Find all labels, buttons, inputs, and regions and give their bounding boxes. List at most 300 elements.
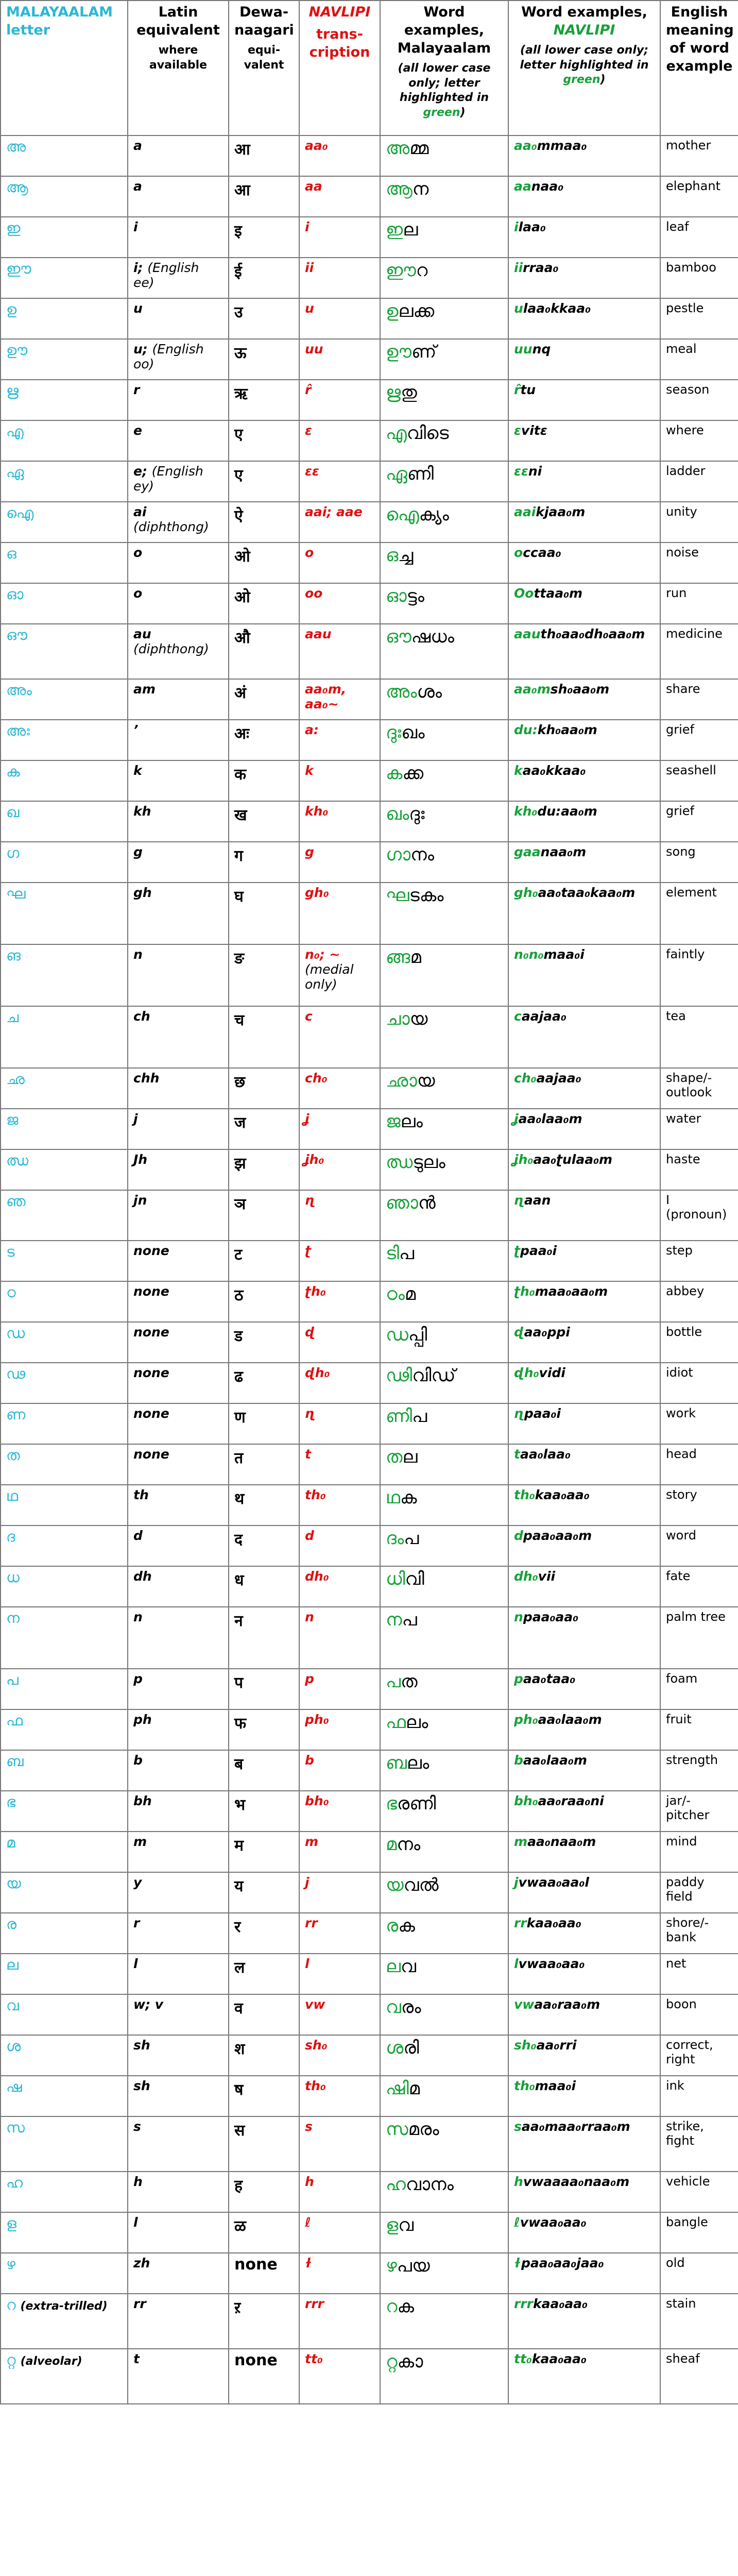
table-row — [1, 1669, 738, 1709]
example-navlipi: dpaa₀aa₀m — [508, 1526, 660, 1566]
table-row — [1, 461, 738, 502]
latin-equivalent: k — [128, 760, 229, 801]
example-navlipi: aauth₀aa₀dh₀aa₀m — [508, 624, 660, 679]
english-meaning: ink — [660, 2076, 738, 2116]
malayalam-letter: ബ — [1, 1750, 128, 1791]
example-navlipi: ʈh₀maa₀aa₀m — [508, 1281, 660, 1322]
devanagari-equivalent: त — [229, 1444, 299, 1485]
malayalam-letter: ഢ — [1, 1363, 128, 1403]
example-navlipi: gh₀aa₀taa₀kaa₀m — [508, 883, 660, 944]
english-meaning: palm tree — [660, 1607, 738, 1669]
english-meaning: season — [660, 380, 738, 420]
example-navlipi: baa₀laa₀m — [508, 1750, 660, 1791]
english-meaning: strength — [660, 1750, 738, 1791]
table-row — [1, 2212, 738, 2253]
english-meaning: head — [660, 1444, 738, 1485]
english-meaning: boon — [660, 1994, 738, 2035]
header-row — [1, 1, 738, 135]
devanagari-equivalent: ह — [229, 2172, 299, 2212]
navlipi-transcription: n — [299, 1607, 380, 1669]
navlipi-transcription: r̂ — [299, 380, 380, 420]
example-navlipi: aa₀mmaa₀ — [508, 135, 660, 176]
example-malayalam: വരം — [380, 1994, 508, 2035]
example-navlipi: ph₀aa₀laa₀m — [508, 1709, 660, 1750]
english-meaning: element — [660, 883, 738, 944]
malayalam-letter: ഡ — [1, 1322, 128, 1363]
malayalam-letter: ഛ — [1, 1068, 128, 1109]
malayalam-letter: ഈ — [1, 258, 128, 298]
example-navlipi: maa₀naa₀m — [508, 1832, 660, 1872]
latin-equivalent: u; (English oo) — [128, 339, 229, 380]
example-malayalam: രക — [380, 1913, 508, 1954]
table-row — [1, 1913, 738, 1954]
malayalam-letter: ഓ — [1, 583, 128, 624]
english-meaning: paddy field — [660, 1872, 738, 1913]
devanagari-equivalent: ओ — [229, 543, 299, 583]
latin-equivalent: m — [128, 1832, 229, 1872]
example-malayalam: ഔഷധം — [380, 624, 508, 679]
english-meaning: medicine — [660, 624, 738, 679]
table-row — [1, 2253, 738, 2294]
malayalam-letter: ശ — [1, 2035, 128, 2076]
malayalam-letter: ഐ — [1, 502, 128, 543]
table-row — [1, 1006, 738, 1068]
latin-equivalent: gh — [128, 883, 229, 944]
latin-equivalent: r — [128, 380, 229, 420]
devanagari-equivalent: द — [229, 1526, 299, 1566]
english-meaning: grief — [660, 720, 738, 760]
malayalam-letter: ഋ — [1, 380, 128, 420]
example-navlipi: kaa₀kkaa₀ — [508, 760, 660, 801]
table-row — [1, 1832, 738, 1872]
example-navlipi: ch₀aajaa₀ — [508, 1068, 660, 1109]
latin-equivalent: chh — [128, 1068, 229, 1109]
table-row — [1, 176, 738, 217]
example-navlipi: n₀n₀maa₀i — [508, 944, 660, 1006]
latin-equivalent: w; v — [128, 1994, 229, 2035]
table-row — [1, 679, 738, 720]
malayalam-letter: ള — [1, 2212, 128, 2253]
latin-equivalent: sh — [128, 2076, 229, 2116]
example-malayalam: റ്റകാ — [380, 2349, 508, 2404]
example-navlipi: du:kh₀aa₀m — [508, 720, 660, 760]
english-meaning: bamboo — [660, 258, 738, 298]
table-row — [1, 1485, 738, 1526]
example-malayalam: ഐക്യം — [380, 502, 508, 543]
english-meaning: song — [660, 842, 738, 883]
english-meaning: ladder — [660, 461, 738, 502]
malayalam-letter: പ — [1, 1669, 128, 1709]
navlipi-transcription: g — [299, 842, 380, 883]
navlipi-transcription: vw — [299, 1994, 380, 2035]
navlipi-transcription: t — [299, 1444, 380, 1485]
table-row — [1, 380, 738, 420]
devanagari-equivalent: ळ — [229, 2212, 299, 2253]
navlipi-transcription: j — [299, 1872, 380, 1913]
navlipi-transcription: b — [299, 1750, 380, 1791]
example-malayalam: ജലം — [380, 1109, 508, 1149]
english-meaning: I (pronoun) — [660, 1190, 738, 1241]
example-malayalam: ലവ — [380, 1954, 508, 1994]
example-navlipi: bh₀aa₀raa₀ni — [508, 1791, 660, 1832]
example-malayalam: ഇല — [380, 217, 508, 258]
example-navlipi: paa₀taa₀ — [508, 1669, 660, 1709]
example-navlipi: aa₀msh₀aa₀m — [508, 679, 660, 720]
english-meaning: correct, right — [660, 2035, 738, 2076]
example-navlipi: kh₀du:aa₀m — [508, 801, 660, 842]
navlipi-transcription: u — [299, 298, 380, 339]
table-row — [1, 1566, 738, 1607]
devanagari-equivalent: ए — [229, 461, 299, 502]
english-meaning: step — [660, 1241, 738, 1281]
malayalam-letter: ഒ — [1, 543, 128, 583]
navlipi-transcription: ɛɛ — [299, 461, 380, 502]
malayalam-letter: ഭ — [1, 1791, 128, 1832]
navlipi-transcription: aau — [299, 624, 380, 679]
example-navlipi: ʈpaa₀i — [508, 1241, 660, 1281]
navlipi-transcription: l — [299, 1954, 380, 1994]
table-row — [1, 217, 738, 258]
malayalam-letter: ദ — [1, 1526, 128, 1566]
example-malayalam: സമരം — [380, 2116, 508, 2172]
table-row — [1, 339, 738, 380]
english-meaning: water — [660, 1109, 738, 1149]
devanagari-equivalent: भ — [229, 1791, 299, 1832]
devanagari-equivalent: ग — [229, 842, 299, 883]
table-row — [1, 801, 738, 842]
example-navlipi: taa₀laa₀ — [508, 1444, 660, 1485]
example-malayalam: ഴപയ — [380, 2253, 508, 2294]
navlipi-transcription: ɳ — [299, 1403, 380, 1444]
example-malayalam: ആന — [380, 176, 508, 217]
latin-equivalent: e; (English ey) — [128, 461, 229, 502]
example-navlipi: ulaa₀kkaa₀ — [508, 298, 660, 339]
table-row — [1, 2076, 738, 2116]
latin-equivalent: b — [128, 1750, 229, 1791]
malayalam-letter: ന — [1, 1607, 128, 1669]
malayalam-letter: ജ — [1, 1109, 128, 1149]
malayalam-letter: ഊ — [1, 339, 128, 380]
devanagari-equivalent: प — [229, 1669, 299, 1709]
table-body — [1, 135, 738, 2404]
malayalam-letter: ട — [1, 1241, 128, 1281]
english-meaning: net — [660, 1954, 738, 1994]
example-malayalam: ഥക — [380, 1485, 508, 1526]
malayalam-letter: ആ — [1, 176, 128, 217]
english-meaning: faintly — [660, 944, 738, 1006]
malayalam-letter: ഖ — [1, 801, 128, 842]
example-navlipi: lvwaa₀aa₀ — [508, 1954, 660, 1994]
example-navlipi: rrkaa₀aa₀ — [508, 1913, 660, 1954]
malayalam-letter: അം — [1, 679, 128, 720]
example-malayalam: അംശം — [380, 679, 508, 720]
english-meaning: grief — [660, 801, 738, 842]
latin-equivalent: d — [128, 1526, 229, 1566]
table-row — [1, 1363, 738, 1403]
table-row — [1, 2035, 738, 2076]
devanagari-equivalent: इ — [229, 217, 299, 258]
malayalam-letter: ഝ — [1, 1149, 128, 1190]
example-malayalam: ടിപ — [380, 1241, 508, 1281]
latin-equivalent: o — [128, 583, 229, 624]
navlipi-transcription: m — [299, 1832, 380, 1872]
malayalam-letter: ഗ — [1, 842, 128, 883]
navlipi-transcription: ch₀ — [299, 1068, 380, 1109]
devanagari-equivalent: घ — [229, 883, 299, 944]
example-navlipi: gaanaa₀m — [508, 842, 660, 883]
latin-equivalent: r — [128, 1913, 229, 1954]
navlipi-transcription: sh₀ — [299, 2035, 380, 2076]
english-meaning: abbey — [660, 1281, 738, 1322]
table-row — [1, 502, 738, 543]
header-malayalam: MALAYAALAM letter — [1, 1, 128, 135]
example-malayalam: ളവ — [380, 2212, 508, 2253]
devanagari-equivalent: ण — [229, 1403, 299, 1444]
latin-equivalent: rr — [128, 2294, 229, 2349]
devanagari-equivalent: ठ — [229, 1281, 299, 1322]
example-navlipi: hvwaaaa₀naa₀m — [508, 2172, 660, 2212]
example-malayalam: ഗാനം — [380, 842, 508, 883]
malayalam-letter: ങ — [1, 944, 128, 1006]
devanagari-equivalent: श — [229, 2035, 299, 2076]
example-malayalam: യവൽ — [380, 1872, 508, 1913]
english-meaning: vehicle — [660, 2172, 738, 2212]
example-navlipi: ɛvitɛ — [508, 420, 660, 461]
example-navlipi: ɖaa₀ppi — [508, 1322, 660, 1363]
example-navlipi: ʝh₀aa₀ʈulaa₀m — [508, 1149, 660, 1190]
latin-equivalent: none — [128, 1281, 229, 1322]
devanagari-equivalent: ऋ — [229, 380, 299, 420]
navlipi-transcription: s — [299, 2116, 380, 2172]
malayalam-letter: ച — [1, 1006, 128, 1068]
navlipi-transcription: aai; aae — [299, 502, 380, 543]
example-malayalam: ഢിവിഡ് — [380, 1363, 508, 1403]
latin-equivalent: ai (diphthong) — [128, 502, 229, 543]
navlipi-transcription: ʈh₀ — [299, 1281, 380, 1322]
devanagari-equivalent: ज — [229, 1109, 299, 1149]
table-row — [1, 1709, 738, 1750]
navlipi-transcription: c — [299, 1006, 380, 1068]
example-malayalam: ഹവാനം — [380, 2172, 508, 2212]
navlipi-transcription: h — [299, 2172, 380, 2212]
example-malayalam: ചായ — [380, 1006, 508, 1068]
example-navlipi: caajaa₀ — [508, 1006, 660, 1068]
devanagari-equivalent: छ — [229, 1068, 299, 1109]
devanagari-equivalent: ओ — [229, 583, 299, 624]
table-row — [1, 944, 738, 1006]
table-row — [1, 1241, 738, 1281]
devanagari-equivalent: ख — [229, 801, 299, 842]
example-malayalam: ഓട്ടം — [380, 583, 508, 624]
devanagari-equivalent: ऊ — [229, 339, 299, 380]
navlipi-transcription: rrr — [299, 2294, 380, 2349]
devanagari-equivalent: ट — [229, 1241, 299, 1281]
devanagari-equivalent: र — [229, 1913, 299, 1954]
navlipi-transcription: n₀; ~ (medial only) — [299, 944, 380, 1006]
example-malayalam: ഈറ — [380, 258, 508, 298]
example-malayalam: റക — [380, 2294, 508, 2349]
english-meaning: shape/-outlook — [660, 1068, 738, 1109]
navlipi-transcription: ʈ — [299, 1241, 380, 1281]
malayalam-letter: ഫ — [1, 1709, 128, 1750]
table-row — [1, 2349, 738, 2404]
navlipi-transcription: ɛ — [299, 420, 380, 461]
latin-equivalent: y — [128, 1872, 229, 1913]
navlipi-transcription: a: — [299, 720, 380, 760]
example-navlipi: saa₀maa₀rraa₀m — [508, 2116, 660, 2172]
example-malayalam: ഒച്ച — [380, 543, 508, 583]
english-meaning: mind — [660, 1832, 738, 1872]
latin-equivalent: kh — [128, 801, 229, 842]
malayalam-letter: യ — [1, 1872, 128, 1913]
example-navlipi: uunq — [508, 339, 660, 380]
example-navlipi: npaa₀aa₀ — [508, 1607, 660, 1669]
english-meaning: tea — [660, 1006, 738, 1068]
malayalam-letter: ഇ — [1, 217, 128, 258]
latin-equivalent: n — [128, 944, 229, 1006]
example-navlipi: ɳpaa₀i — [508, 1403, 660, 1444]
table-row — [1, 720, 738, 760]
malayalam-letter: മ — [1, 1832, 128, 1872]
latin-equivalent: none — [128, 1403, 229, 1444]
table-row — [1, 842, 738, 883]
example-navlipi: ɫpaa₀aa₀jaa₀ — [508, 2253, 660, 2294]
table-row — [1, 1322, 738, 1363]
example-malayalam: ഠംമ — [380, 1281, 508, 1322]
example-navlipi: ɳaan — [508, 1190, 660, 1241]
example-malayalam: അമ്മ — [380, 135, 508, 176]
example-malayalam: കക്ക — [380, 760, 508, 801]
latin-equivalent: zh — [128, 2253, 229, 2294]
latin-equivalent: i; (English ee) — [128, 258, 229, 298]
table-row — [1, 2116, 738, 2172]
devanagari-equivalent: स — [229, 2116, 299, 2172]
table-row — [1, 1444, 738, 1485]
example-navlipi: dh₀vii — [508, 1566, 660, 1607]
devanagari-equivalent: झ — [229, 1149, 299, 1190]
example-navlipi: vwaa₀raa₀m — [508, 1994, 660, 2035]
devanagari-equivalent: ष — [229, 2076, 299, 2116]
english-meaning: fate — [660, 1566, 738, 1607]
english-meaning: strike, fight — [660, 2116, 738, 2172]
devanagari-equivalent: ब — [229, 1750, 299, 1791]
malayalam-letter: വ — [1, 1994, 128, 2035]
header-latin: Latin equivalent where available — [128, 1, 229, 135]
latin-equivalent: a — [128, 135, 229, 176]
example-malayalam: ഘടകം — [380, 883, 508, 944]
table-row — [1, 420, 738, 461]
table-row — [1, 1994, 738, 2035]
table-row — [1, 1607, 738, 1669]
example-navlipi: Oottaa₀m — [508, 583, 660, 624]
table-row — [1, 760, 738, 801]
malayalam-letter: ഏ — [1, 461, 128, 502]
english-meaning: share — [660, 679, 738, 720]
latin-equivalent: h — [128, 2172, 229, 2212]
table-row — [1, 1281, 738, 1322]
example-malayalam: ഉലക്ക — [380, 298, 508, 339]
example-navlipi: aanaa₀ — [508, 176, 660, 217]
malayalam-letter: സ — [1, 2116, 128, 2172]
example-malayalam: ഏണി — [380, 461, 508, 502]
example-malayalam: എവിടെ — [380, 420, 508, 461]
latin-equivalent: none — [128, 1363, 229, 1403]
table-row — [1, 2172, 738, 2212]
example-malayalam: ശരി — [380, 2035, 508, 2076]
devanagari-equivalent: ऱ — [229, 2294, 299, 2349]
navlipi-transcription: oo — [299, 583, 380, 624]
navlipi-transcription: dh₀ — [299, 1566, 380, 1607]
devanagari-equivalent: क — [229, 760, 299, 801]
navlipi-transcription: i — [299, 217, 380, 258]
header-navlipi: NAVLIPI trans-cription — [299, 1, 380, 135]
malayalam-letter: അ — [1, 135, 128, 176]
table-row — [1, 1750, 738, 1791]
english-meaning: leaf — [660, 217, 738, 258]
malayalam-letter: ധ — [1, 1566, 128, 1607]
navlipi-transcription: aa₀ — [299, 135, 380, 176]
english-meaning: stain — [660, 2294, 738, 2349]
devanagari-equivalent: आ — [229, 135, 299, 176]
devanagari-equivalent: ढ — [229, 1363, 299, 1403]
navlipi-transcription: ii — [299, 258, 380, 298]
malayalam-letter: ഘ — [1, 883, 128, 944]
latin-equivalent: none — [128, 1241, 229, 1281]
navlipi-transcription: th₀ — [299, 2076, 380, 2116]
devanagari-equivalent: व — [229, 1994, 299, 2035]
navlipi-transcription: aa₀m, aa₀~ — [299, 679, 380, 720]
navlipi-transcription: o — [299, 543, 380, 583]
english-meaning: run — [660, 583, 738, 624]
table-row — [1, 1109, 738, 1149]
english-meaning: where — [660, 420, 738, 461]
navlipi-transcription: ɖ — [299, 1322, 380, 1363]
latin-equivalent: e — [128, 420, 229, 461]
devanagari-equivalent: ए — [229, 420, 299, 461]
devanagari-equivalent: अं — [229, 679, 299, 720]
example-malayalam: ഫലം — [380, 1709, 508, 1750]
latin-equivalent: j — [128, 1109, 229, 1149]
example-malayalam: നപ — [380, 1607, 508, 1669]
navlipi-transcription: rr — [299, 1913, 380, 1954]
english-meaning: word — [660, 1526, 738, 1566]
malayalam-letter: ര — [1, 1913, 128, 1954]
devanagari-equivalent: ञ — [229, 1190, 299, 1241]
table-row — [1, 1149, 738, 1190]
english-meaning: work — [660, 1403, 738, 1444]
malayalam-letter: ഔ — [1, 624, 128, 679]
example-malayalam: പത — [380, 1669, 508, 1709]
english-meaning: old — [660, 2253, 738, 2294]
malayalam-letter: ല — [1, 1954, 128, 1994]
example-malayalam: ണിപ — [380, 1403, 508, 1444]
example-malayalam: ഭരണി — [380, 1791, 508, 1832]
header-english: English meaning of word example — [660, 1, 738, 135]
devanagari-equivalent: ल — [229, 1954, 299, 1994]
table-row — [1, 543, 738, 583]
example-malayalam: ഋതു — [380, 380, 508, 420]
example-navlipi: sh₀aa₀rri — [508, 2035, 660, 2076]
example-navlipi: th₀kaa₀aa₀ — [508, 1485, 660, 1526]
navlipi-transcription: p — [299, 1669, 380, 1709]
navlipi-transcription: th₀ — [299, 1485, 380, 1526]
devanagari-equivalent: थ — [229, 1485, 299, 1526]
example-navlipi: iirraa₀ — [508, 258, 660, 298]
navlipi-transcription: kh₀ — [299, 801, 380, 842]
devanagari-equivalent: ऐ — [229, 502, 299, 543]
english-meaning: fruit — [660, 1709, 738, 1750]
latin-equivalent: am — [128, 679, 229, 720]
